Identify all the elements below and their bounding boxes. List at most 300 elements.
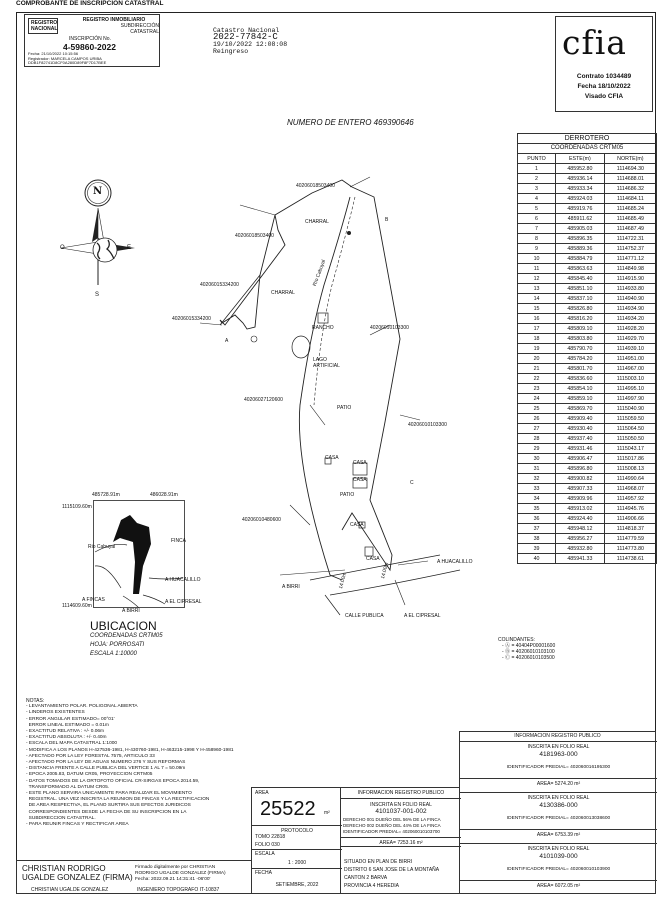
nota-item: - MODIFICA A LOS PLANOS H-427536-1981, H-430760-1981, H-463215-1998 Y H-458960-1981 <box>26 747 234 753</box>
table-cell: 485863.63 <box>556 264 605 274</box>
cfia-logo: cfia <box>562 23 627 62</box>
table-row <box>518 254 657 264</box>
plan-width1: 14.00m <box>338 571 349 590</box>
table-cell: 485869.70 <box>556 404 605 414</box>
table-cell: 1114684.11 <box>604 194 656 204</box>
table-row <box>518 204 657 214</box>
colindantes <box>498 637 555 661</box>
table-cell: 485851.10 <box>556 284 605 294</box>
registro-block-area: AREA= 6753.39 m² <box>536 832 581 838</box>
plan-finca-left4: 40206010480600 <box>242 517 281 523</box>
ubic-coord-top-left: 485728.91m <box>92 492 120 498</box>
ubic-coord-left-bottom: 1114609.60m <box>62 603 92 609</box>
nota-item: DE AREA RESPECTIVA, EL PLANO SURTIRA SUS EFECTOS JURIDICOS <box>26 803 191 809</box>
table-cell: 485826.80 <box>556 304 605 314</box>
area-tomo: TOMO 22818 <box>255 834 286 840</box>
table-row <box>518 414 657 424</box>
table-cell: 20 <box>518 354 556 364</box>
table-row <box>518 424 657 434</box>
plan-casa5: CASA <box>366 556 380 562</box>
registro-mid-num: 4101037-001-002 <box>375 808 427 815</box>
stamp-inscripcion-label: INSCRIPCIÓN No. <box>69 36 111 42</box>
nota-item: - EXACTITUD ABSOLUTA : +/- 0.40m <box>26 735 107 741</box>
table-cell: 485948.12 <box>556 524 605 534</box>
table-cell: 485909.40 <box>556 414 605 424</box>
table-row <box>518 384 657 394</box>
table-row <box>518 194 657 204</box>
table-cell: 1114968.07 <box>604 484 656 494</box>
registro-mid <box>340 787 460 894</box>
table-cell: 485924.40 <box>556 514 605 524</box>
stamp-inscripcion-number: 4-59860-2022 <box>63 42 116 52</box>
registro-mid-ubic3: CANTON 2 BARVA <box>344 875 388 881</box>
table-row <box>518 404 657 414</box>
derrotero-header-0: PUNTO <box>518 154 556 164</box>
table-cell: 1115017.86 <box>604 454 656 464</box>
table-cell: 13 <box>518 284 556 294</box>
registro-block-divider <box>460 792 657 793</box>
colindante-b: - Ⓑ = 40206010103100 <box>502 649 555 655</box>
plan-finca-top: 40206018503400 <box>296 183 335 189</box>
table-cell: 1115059.50 <box>604 414 656 424</box>
registro-mid-title: INFORMACION REGISTRO PUBLICO <box>357 790 445 796</box>
table-cell: 1114934.90 <box>604 304 656 314</box>
table-row <box>518 554 657 564</box>
table-cell: 485919.76 <box>556 204 605 214</box>
nota-item: - ESCALA DEL MAPA CATASTRAL 1:1000 <box>26 741 118 747</box>
table-cell: 1114752.37 <box>604 244 656 254</box>
registro-block-id: IDENTIFICADOR PREDIAL= 402060010103900 <box>506 867 611 872</box>
area-folio: FOLIO 030 <box>255 842 280 848</box>
table-row <box>518 364 657 374</box>
nota-item: - AFECTADO POR LA LEY DE AGUAS NUMERO 276 Y SUS REFORMAS <box>26 760 186 766</box>
table-cell: 485803.80 <box>556 334 605 344</box>
catastro-number: 2022-77842-C <box>213 32 278 42</box>
table-row <box>518 484 657 494</box>
table-cell: 1114906.66 <box>604 514 656 524</box>
table-cell: 28 <box>518 434 556 444</box>
table-cell: 1114967.00 <box>604 364 656 374</box>
table-cell: 485924.03 <box>556 194 605 204</box>
plan-finca-right2: 40206010103300 <box>408 422 447 428</box>
notas-list <box>26 704 256 828</box>
signer-name2: UGALDE GONZALEZ (FIRMA) <box>22 873 133 882</box>
registro-block-number: 4130386-000 <box>539 802 578 809</box>
table-cell: 27 <box>518 424 556 434</box>
plan-patio1: PATIO <box>337 405 352 411</box>
table-cell: 485956.27 <box>556 534 605 544</box>
ubic-birri: A BIRRI <box>122 608 140 614</box>
area-escala-label: ESCALA <box>255 851 275 857</box>
table-cell: 485884.79 <box>556 254 605 264</box>
table-cell: 485896.35 <box>556 234 605 244</box>
table-cell: 485859.10 <box>556 394 605 404</box>
table-cell: 1114694.30 <box>604 164 656 174</box>
table-cell: 1114771.12 <box>604 254 656 264</box>
compass-s: S <box>95 292 100 298</box>
nota-item: - DISTANCIA FRENTE A CALLE PUBLICA DEL VERTICE 1 AL 7 = 50.09m <box>26 766 186 772</box>
derrotero-header-1: ESTE(m) <box>556 154 605 164</box>
plan-cipresal: A EL CIPRESAL <box>404 613 441 619</box>
compass-n: N <box>93 186 103 197</box>
table-cell: 485906.47 <box>556 454 605 464</box>
derrotero-title: DERROTERO <box>517 133 657 143</box>
table-cell: 485930.40 <box>556 424 605 434</box>
stamp-fecha: Fecha: 21/10/2022 10:15:56 <box>28 51 79 56</box>
table-cell: 33 <box>518 484 556 494</box>
area-block <box>251 787 341 894</box>
table-cell: 1114773.80 <box>604 544 656 554</box>
table-cell: 485900.82 <box>556 474 605 484</box>
nota-item: - EXACTITUD RELATIVA : +/- 0.06m <box>26 729 105 735</box>
derrotero-subtitle: COORDENADAS CRTM05 <box>517 143 657 153</box>
registro-block-label: INSCRITA EN FOLIO REAL <box>527 846 590 852</box>
table-cell: 1114940.90 <box>604 294 656 304</box>
table-cell: 485933.34 <box>556 184 605 194</box>
table-cell: 12 <box>518 274 556 284</box>
table-cell: 24 <box>518 394 556 404</box>
ubic-rio: Rio Cabuyal <box>88 544 116 550</box>
area-fecha-label: FECHA <box>255 870 272 876</box>
table-cell: 1114928.20 <box>604 324 656 334</box>
logo-line1: REGISTRO <box>31 20 58 26</box>
derrotero-table <box>517 153 657 564</box>
stamp-registrador: Registrador: MARCELA CAMPOS URIBA <box>28 55 102 61</box>
table-row <box>518 314 657 324</box>
table-cell: 485854.10 <box>556 384 605 394</box>
location-map <box>93 500 185 608</box>
registro-block-divider <box>460 741 657 742</box>
registro-mid-id: IDENTIFICADOR PREDIAL= 402060010103700 <box>343 829 440 834</box>
signer-footer-title: INGENIERO TOPOGRAFO IT-10837 <box>137 887 220 893</box>
catastro-status: Reingreso <box>213 48 249 55</box>
table-row <box>518 464 657 474</box>
table-cell: 1 <box>518 164 556 174</box>
stamp-title: REGISTRO INMOBILIARIO <box>82 17 146 23</box>
nota-item: TRANSFORMADO AL DATUM CR05. <box>26 784 110 790</box>
registro-mid-d2: DERECHO 002 DUEÑO DEL 44% DE LA FINCA <box>343 823 441 828</box>
table-row <box>518 444 657 454</box>
compass-e: E <box>127 245 132 251</box>
area-escala: 1 : 2000 <box>287 860 307 866</box>
table-cell: 1114933.80 <box>604 284 656 294</box>
signer-footer-name: CHRISTIAN UGALDE GONZALEZ <box>31 887 109 893</box>
plan-calle: CALLE PUBLICA <box>345 613 384 619</box>
table-cell: 3 <box>518 184 556 194</box>
plan-width2: 14.00m <box>380 561 391 580</box>
table-cell: 485816.20 <box>556 314 605 324</box>
table-cell: 1115050.50 <box>604 434 656 444</box>
cfia-stamp <box>555 16 653 112</box>
table-row <box>518 164 657 174</box>
plan-casa1: CASA <box>325 455 339 461</box>
ubic-hoja: HOJA: PORROSATI <box>90 642 145 648</box>
table-cell: 30 <box>518 454 556 464</box>
registro-mid-l1: INSCRITA EN FOLIO REAL <box>341 798 461 808</box>
table-row <box>518 544 657 554</box>
table-cell: 1115043.17 <box>604 444 656 454</box>
table-cell: 38 <box>518 534 556 544</box>
table-row <box>518 274 657 284</box>
nota-item: - EPOCA 2005.83, DATUM CR05, PROYECCION CRTM05 <box>26 772 153 778</box>
registro-mid-d1: DERECHO 001 DUEÑO DEL 56% DE LA FINCA <box>343 817 441 822</box>
table-cell: 1114738.61 <box>604 554 656 564</box>
table-cell: 1114849.98 <box>604 264 656 274</box>
registro-right <box>459 731 656 894</box>
plan-casa3: CASA <box>353 477 367 483</box>
table-row <box>518 184 657 194</box>
signer-sig1: Firmado digitalmente por CHRISTIAN <box>135 865 216 870</box>
plan-finca-mid: 40206018503400 <box>235 233 274 239</box>
table-cell: 1114687.49 <box>604 224 656 234</box>
registry-stamp <box>24 14 160 67</box>
registro-block-id: IDENTIFICADOR PREDIAL= 402060016195300 <box>506 765 611 770</box>
table-cell: 485911.62 <box>556 214 605 224</box>
signer-sig3: Fecha: 2022.09.21 14:31:41 -06'00' <box>135 877 211 882</box>
table-cell: 29 <box>518 444 556 454</box>
stamp-subtitle1: SUBDIRECCIÓN <box>120 23 159 29</box>
table-cell: 485801.70 <box>556 364 605 374</box>
table-cell: 34 <box>518 494 556 504</box>
area-fecha: SETIEMBRE, 2022 <box>275 882 319 888</box>
table-cell: 9 <box>518 244 556 254</box>
nota-item: SUBDIRECCION CATASTRAL. <box>26 815 96 821</box>
plan-patio2: PATIO <box>340 492 355 498</box>
colindante-c: - Ⓒ = 40206010103500 <box>502 655 555 661</box>
table-row <box>518 264 657 274</box>
notas <box>26 698 256 828</box>
logo-line2: NACIONAL <box>31 26 58 32</box>
ubic-escala: ESCALA 1:10000 <box>90 651 137 657</box>
registro-mid-area: AREA= 7253.16 m² <box>341 837 461 846</box>
ubic-coord-left-top: 1115109.60m <box>62 504 92 510</box>
table-row <box>518 334 657 344</box>
signer-block <box>16 860 252 894</box>
table-row <box>518 354 657 364</box>
stamp-subtitle2: CATASTRAL <box>130 29 159 35</box>
plan-marker-c: C <box>410 480 414 486</box>
nota-item: ERROR LINEAL ESTIMADO = 0.01m <box>26 722 109 728</box>
table-row <box>518 284 657 294</box>
property-plan <box>160 175 500 635</box>
table-cell: 18 <box>518 334 556 344</box>
area-protocolo: PROTOCOLO <box>252 825 342 834</box>
table-cell: 1114939.10 <box>604 344 656 354</box>
table-row <box>518 504 657 514</box>
registro-mid-ubic1: SITUADO EN PLAN DE BIRRI <box>344 859 413 865</box>
table-row <box>518 214 657 224</box>
table-cell: 1114722.31 <box>604 234 656 244</box>
table-cell: 485937.40 <box>556 434 605 444</box>
colindante-a: - Ⓐ = 40404P00001600 <box>502 643 556 649</box>
plan-finca-left1: 40206015334200 <box>200 282 239 288</box>
registro-block-divider <box>460 880 657 881</box>
registro-block-number: 4101039-000 <box>539 853 578 860</box>
table-cell: 485836.60 <box>556 374 605 384</box>
ubic-coord-top-right: 486028.91m <box>150 492 178 498</box>
nota-item: - ESTE PLANO SERVIRA UNICAMENTE PARA REALIZAR EL MOVIMIENTO <box>26 791 192 797</box>
derrotero-header-2: NORTE(m) <box>604 154 656 164</box>
registro-block-number: 4181963-000 <box>539 751 578 758</box>
plan-charral1: CHARRAL <box>305 219 329 225</box>
nota-item: - LEVANTAMIENTO POLAR. POLIGONAL ABIERTA <box>26 704 138 710</box>
table-cell: 485896.80 <box>556 464 605 474</box>
table-cell: 485936.14 <box>556 174 605 184</box>
table-cell: 485905.03 <box>556 224 605 234</box>
table-cell: 26 <box>518 414 556 424</box>
table-cell: 485809.10 <box>556 324 605 334</box>
registro-mid-ubic2: DISTRITO 6 SAN JOSE DE LA MONTAÑA <box>344 867 440 873</box>
table-row <box>518 174 657 184</box>
table-cell: 1114945.76 <box>604 504 656 514</box>
table-cell: 485907.33 <box>556 484 605 494</box>
registro-block-divider <box>460 843 657 844</box>
table-row <box>518 244 657 254</box>
registro-mid-ubic4: PROVINCIA 4 HEREDIA <box>344 883 400 889</box>
registro-right-title: INFORMACION REGISTRO PUBLICO <box>514 733 601 739</box>
nota-item: - DATOS TOMADOS DE LA ORTOFOTO OFICIAL CR-SIRGAS EPOCA 2014.59, <box>26 778 200 784</box>
table-row <box>518 374 657 384</box>
table-row <box>518 324 657 334</box>
nota-item: CORRESPONDIENTES DESDE LA FECHA DE SU INSCRIPCION EN LA <box>26 809 187 815</box>
table-cell: 485889.36 <box>556 244 605 254</box>
table-cell: 485913.02 <box>556 504 605 514</box>
numero-entero: NUMERO DE ENTERO 469390646 <box>287 118 414 127</box>
table-cell: 15 <box>518 304 556 314</box>
registro-block-area: AREA= 5274.20 m² <box>536 781 581 787</box>
registro-block-area: AREA= 6072.05 m² <box>536 883 581 889</box>
table-cell: 1114915.90 <box>604 274 656 284</box>
table-cell: 1114995.10 <box>604 384 656 394</box>
registro-block-divider <box>460 829 657 830</box>
table-row <box>518 394 657 404</box>
ubic-title: UBICACION <box>90 619 157 633</box>
table-cell: 1114957.92 <box>604 494 656 504</box>
table-cell: 1114685.24 <box>604 204 656 214</box>
nota-item: - AFECTADO POR LA LEY FORESTAL 7575, ARTICULO 33 <box>26 753 155 759</box>
table-cell: 1115040.90 <box>604 404 656 414</box>
stamp-code: DDB1F82741D8CF0A280D89F8F7D17BEE <box>28 60 107 65</box>
table-cell: 485784.20 <box>556 354 605 364</box>
plan-finca-left2: 40206015334200 <box>172 316 211 322</box>
table-cell: 40 <box>518 554 556 564</box>
table-cell: 1115008.13 <box>604 464 656 474</box>
table-row <box>518 224 657 234</box>
table-cell: 1114686.32 <box>604 184 656 194</box>
signer-sig2: RODRIGO UGALDE GONZALEZ (FIRMA) <box>135 871 226 876</box>
table-row <box>518 294 657 304</box>
table-cell: 1114951.00 <box>604 354 656 364</box>
table-cell: 1114997.90 <box>604 394 656 404</box>
catastro-title: Catastro Nacional <box>213 27 280 34</box>
plan-rancho: RANCHO <box>312 325 334 331</box>
registro-block-divider <box>460 778 657 779</box>
nota-item: REGISTRAL. UNA VEZ INSCRITA LA REUNION DE FINCAS Y LA RECTIFICACION <box>26 797 210 803</box>
table-cell: 7 <box>518 224 556 234</box>
table-cell: 485837.10 <box>556 294 605 304</box>
table-cell: 1114990.64 <box>604 474 656 484</box>
table-cell: 31 <box>518 464 556 474</box>
table-cell: 39 <box>518 544 556 554</box>
ubic-huacalillo: A HUACALILLO <box>165 577 201 583</box>
table-cell: 36 <box>518 514 556 524</box>
table-row <box>518 494 657 504</box>
plan-marker-a: A <box>225 338 229 344</box>
nota-item: - LINDEROS EXISTENTES <box>26 710 85 716</box>
table-row <box>518 514 657 524</box>
plan-finca-right1: 40206010103300 <box>370 325 409 331</box>
colindantes-title: COLINDANTES: <box>498 637 535 643</box>
plan-lago: LAGO ARTIFICIAL <box>313 357 340 369</box>
ubic-coords: COORDENADAS CRTM05 <box>90 633 163 639</box>
table-row <box>518 524 657 534</box>
table-cell: 16 <box>518 314 556 324</box>
cfia-visado: Visado CFIA <box>584 93 624 100</box>
derrotero-table-wrap <box>517 133 657 564</box>
table-cell: 485845.40 <box>556 274 605 284</box>
catastro-date: 19/10/2022 12:08:08 <box>213 41 288 48</box>
table-cell: 37 <box>518 524 556 534</box>
compass-rose-icon <box>53 170 153 305</box>
table-cell: 32 <box>518 474 556 484</box>
plan-casa4: CASA <box>350 522 364 528</box>
table-cell: 8 <box>518 234 556 244</box>
table-cell: 14 <box>518 294 556 304</box>
signer-name1: CHRISTIAN RODRIGO <box>22 864 106 873</box>
table-row <box>518 344 657 354</box>
header-banner: COMPROBANTE DE INSCRIPCION CATASTRAL <box>16 0 164 7</box>
table-cell: 10 <box>518 254 556 264</box>
table-cell: 1114779.59 <box>604 534 656 544</box>
area-unit: m² <box>324 810 330 816</box>
table-cell: 25 <box>518 404 556 414</box>
table-cell: 1115003.10 <box>604 374 656 384</box>
registro-block-id: IDENTIFICADOR PREDIAL= 402060013038600 <box>506 816 611 821</box>
registro-block-label: INSCRITA EN FOLIO REAL <box>527 744 590 750</box>
registro-block-label: INSCRITA EN FOLIO REAL <box>527 795 590 801</box>
plan-birri: A BIRRI <box>282 584 300 590</box>
table-cell: 22 <box>518 374 556 384</box>
plan-charral2: CHARRAL <box>271 290 295 296</box>
table-cell: 1114685.49 <box>604 214 656 224</box>
table-cell: 11 <box>518 264 556 274</box>
cfia-fecha: Fecha 18/10/2022 <box>577 83 631 90</box>
table-row <box>518 534 657 544</box>
plan-finca-left3: 40206027120600 <box>244 397 283 403</box>
area-label: AREA <box>255 790 269 796</box>
table-cell: 35 <box>518 504 556 514</box>
table-cell: 19 <box>518 344 556 354</box>
table-cell: 485932.80 <box>556 544 605 554</box>
table-cell: 485941.33 <box>556 554 605 564</box>
table-cell: 2 <box>518 174 556 184</box>
table-row <box>518 434 657 444</box>
ubic-fincas: A FINCAS <box>82 597 105 603</box>
plan-huacalillo: A HUACALILLO <box>437 559 473 565</box>
area-value: 25522 <box>260 798 316 820</box>
table-cell: 1114934.20 <box>604 314 656 324</box>
table-row <box>518 454 657 464</box>
table-cell: 17 <box>518 324 556 334</box>
table-row <box>518 474 657 484</box>
notas-title: NOTAS: <box>26 698 45 704</box>
ubic-cipresal: A EL CIPRESAL <box>165 599 202 605</box>
table-cell: 6 <box>518 214 556 224</box>
nota-item: - PARA REUNIR FINCAS Y RECTIFICAR AREA <box>26 822 129 828</box>
table-cell: 485909.96 <box>556 494 605 504</box>
cfia-contrato: Contrato 1034489 <box>576 73 632 80</box>
table-cell: 485952.80 <box>556 164 605 174</box>
